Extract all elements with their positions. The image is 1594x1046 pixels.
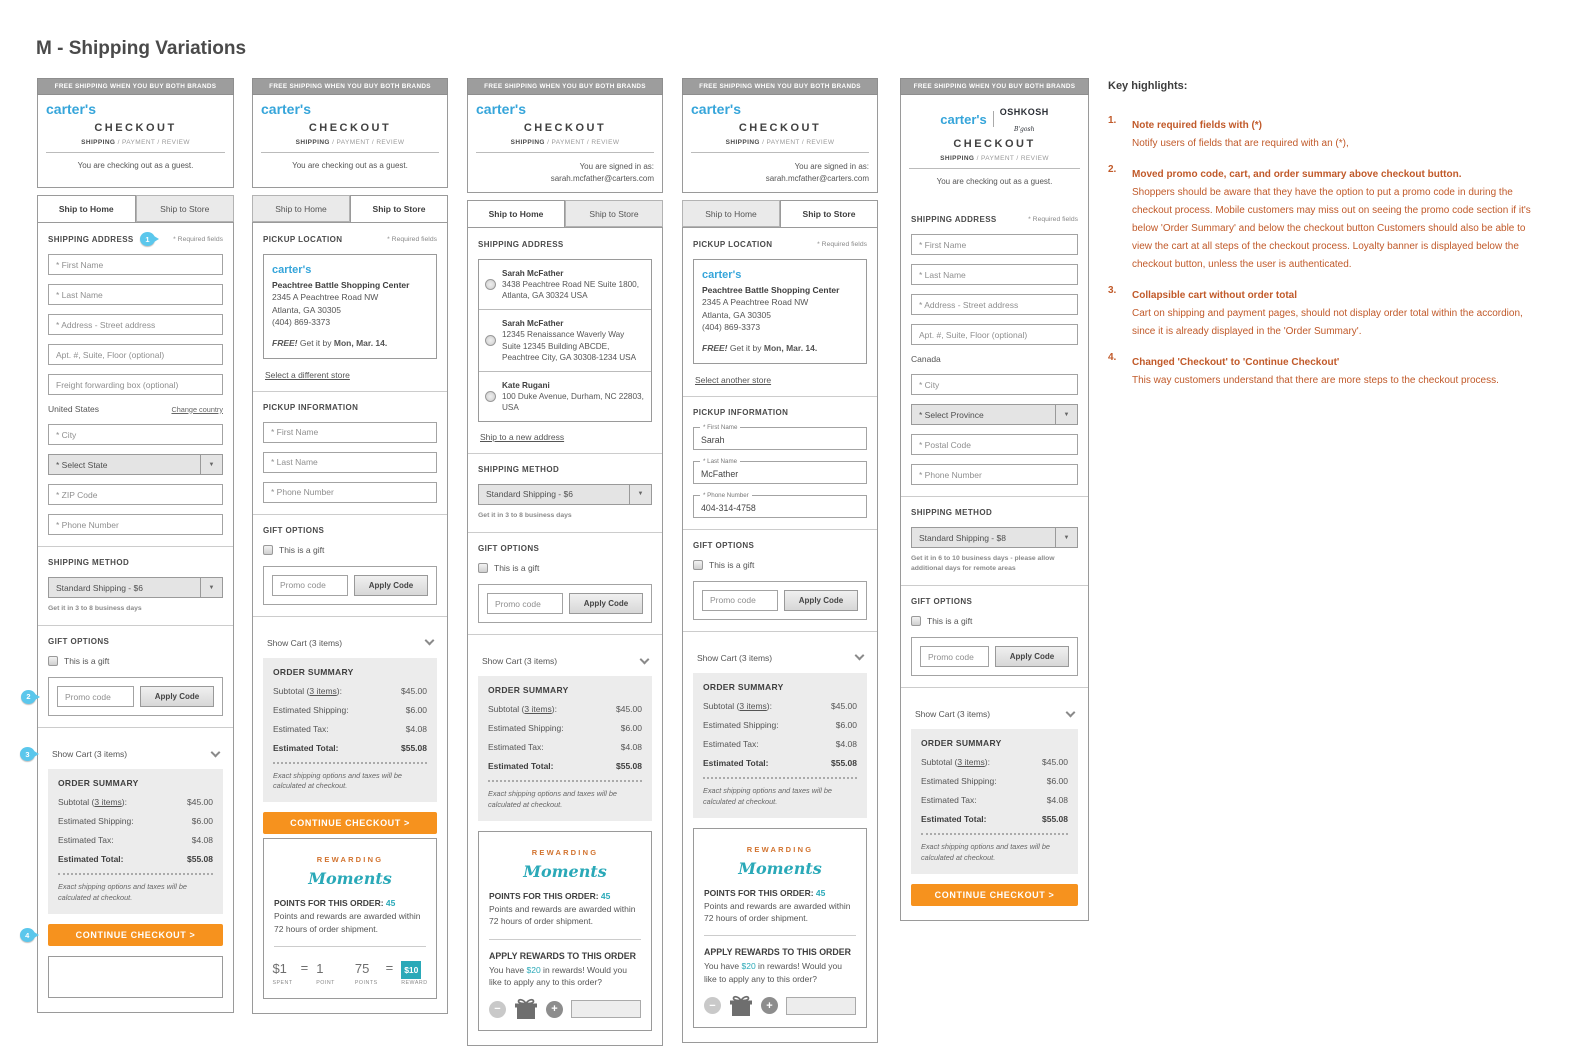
shipping-row: Estimated Shipping: $6.00 [703,719,857,730]
shipping-address-heading: SHIPPING ADDRESS [911,215,997,224]
total-row: Estimated Total: $55.08 [58,854,213,865]
shipping-method-heading: SHIPPING METHOD [48,558,130,567]
apply-code-button[interactable]: Apply Code [569,593,643,614]
last-name-input[interactable] [48,284,223,305]
tab-ship-to-home[interactable]: Ship to Home [252,195,350,222]
shipping-row: Estimated Shipping: $6.00 [921,776,1068,787]
shipping-address-heading: SHIPPING ADDRESS [478,240,564,250]
carters-logo: carter's [272,264,312,276]
shipping-tabs [252,195,448,222]
chevron-down-icon [640,654,650,664]
country-label: United States [48,404,100,414]
carters-logo: carter's [46,101,97,117]
required-fields-note: * Required fields [387,236,437,243]
order-summary-heading: ORDER SUMMARY [58,778,139,789]
divider [489,939,641,940]
rewarding-moments-logo: REWARDING Moments [308,855,392,889]
shipping-row: Estimated Shipping: $6.00 [488,723,642,733]
logo-divider [993,111,994,127]
store-free-pickup: FREE! Get it by Mon, Mar. 14. [272,338,388,349]
points-for-order: POINTS FOR THIS ORDER: 45 [274,898,396,909]
wireframe-ship-to-home-signed-in [467,78,663,1046]
divider [704,935,856,936]
first-name-input[interactable] [48,254,223,275]
required-fields-note: * Required fields [173,236,223,243]
show-cart-toggle[interactable]: 3 Show Cart (3 items) [48,739,223,769]
rewarding-moments-box [263,838,437,999]
gift-options-heading: GIFT OPTIONS [693,540,755,550]
breadcrumb: SHIPPING / PAYMENT / REVIEW [261,139,439,153]
subtotal-row: Subtotal (3 items): $45.00 [58,797,213,808]
free-shipping-banner: FREE SHIPPING WHEN YOU BUY BOTH BRANDS [900,78,1089,95]
state-select[interactable]: * Select State ▼ [48,454,223,475]
address-option[interactable]: Kate Rugani 100 Duke Avenue, Durham, NC 22803, USA [479,372,651,421]
store-free-pickup: FREE! Get it by Mon, Mar. 14. [702,343,818,354]
pickup-location-heading: PICKUP LOCATION [263,235,343,244]
first-name-input[interactable] [911,234,1078,255]
apply-code-button[interactable]: Apply Code [140,686,214,707]
tab-ship-to-store[interactable]: Ship to Store [350,195,448,222]
points-equation: $1 SPENT = 1 POINT 75 POINTS = $10 REWARD [272,960,428,986]
shipping-method-note: Get it in 6 to 10 business days - please allow additional days for remote areas [911,555,1055,573]
shipping-method-heading: SHIPPING METHOD [911,508,993,517]
plus-button[interactable]: + [546,1001,563,1018]
order-summary [478,676,652,821]
order-summary [693,673,867,818]
tax-row: Estimated Tax: $4.08 [703,738,857,749]
wireframe-ship-to-store-signed-in [682,78,878,1043]
continue-checkout-button[interactable]: 4 CONTINUE CHECKOUT > [48,924,223,946]
show-cart-toggle[interactable]: Show Cart (3 items) [263,628,437,658]
gift-checkbox[interactable] [48,656,58,666]
divider [683,631,877,632]
checkout-title: CHECKOUT [523,122,607,134]
select-another-store-link[interactable]: Select another store [695,374,772,385]
subtotal-row: Subtotal (3 items): $45.00 [273,685,427,696]
dropdown-arrow-icon: ▼ [1055,405,1077,424]
gift-checkbox[interactable] [911,616,921,626]
street-address-input[interactable] [911,294,1078,315]
annotation-pin-1: 1 [140,232,155,246]
guest-status-text: You are checking out as a guest. [936,177,1053,186]
address-option[interactable]: Sarah McFather 12345 Renaissance Waverly Way Suite 12345 Building ABCDE, Peachtree City, GA 30308-1234 USA [479,310,651,371]
checkout-title: CHECKOUT [738,122,822,134]
field-label: * First Name [700,424,740,431]
wireframe-cobrand-canada-guest [900,78,1089,921]
gift-icon [729,995,753,1017]
last-name-input[interactable] [694,462,866,483]
summary-note: Exact shipping options and taxes will be calculated at checkout. [921,842,1050,863]
apt-suite-input[interactable] [48,344,223,365]
free-shipping-banner: FREE SHIPPING WHEN YOU BUY BOTH BRANDS [467,78,663,95]
annotation-pin-2: 2 [21,690,36,704]
annotation-pin-3: 3 [20,747,35,761]
chevron-down-icon [211,747,221,757]
divider [274,946,426,947]
chevron-down-icon [1066,707,1076,717]
dropdown-arrow-icon: ▼ [629,485,651,504]
free-shipping-banner: FREE SHIPPING WHEN YOU BUY BOTH BRANDS [682,78,878,95]
phone-number-input[interactable] [263,482,437,503]
tab-ship-to-home[interactable]: Ship to Home [682,200,780,227]
dotted-divider [488,780,642,782]
signed-in-status-text: You are signed in as: sarah.mcfather@carters.com [550,162,654,183]
gift-options-heading: GIFT OPTIONS [263,525,325,535]
postal-code-input[interactable] [911,434,1078,455]
gift-checkbox[interactable] [478,563,488,573]
show-cart-toggle[interactable]: Show Cart (3 items) [911,699,1078,729]
promo-code-input[interactable] [702,590,778,611]
wireframe-ship-to-store-guest [252,78,448,1014]
apply-rewards-heading: APPLY REWARDS TO THIS ORDER [489,950,636,961]
gift-checkbox-label: This is a gift [927,616,973,627]
shipping-method-heading: SHIPPING METHOD [478,464,560,474]
checkout-title: CHECKOUT [953,138,1036,150]
checkout-header [37,95,234,188]
store-address: 2345 A Peachtree Road NW [272,292,379,303]
change-country-link[interactable]: Change country [171,404,223,414]
gift-options-heading: GIFT OPTIONS [478,544,540,553]
store-phone: (404) 869-3373 [272,316,331,327]
rewarding-moments-logo: REWARDING Moments [738,844,822,878]
order-summary-heading: ORDER SUMMARY [488,685,569,695]
required-fields-note: * Required fields [817,241,867,249]
rewarding-moments-box [693,828,867,1028]
summary-note: Exact shipping options and taxes will be calculated at checkout. [703,785,832,806]
pickup-information-heading: PICKUP INFORMATION [263,402,359,412]
shipping-row: Estimated Shipping: $6.00 [58,816,213,827]
points-for-order: POINTS FOR THIS ORDER: 45 [489,890,611,901]
shipping-method-note: Get it in 3 to 8 business days [478,511,572,519]
divider [901,496,1088,497]
checkout-title: CHECKOUT [94,122,177,134]
divider [253,514,447,515]
gift-icon [514,998,538,1020]
cart-items-link[interactable]: 3 items [94,797,122,808]
gift-checkbox-label: This is a gift [494,563,540,573]
promo-code-input[interactable] [920,646,989,667]
cart-items-link[interactable]: 3 items [524,704,552,714]
tab-ship-to-home[interactable]: Ship to Home [37,195,136,222]
guest-status-text: You are checking out as a guest. [292,161,408,170]
highlight-item: 1. Note required fields with (*) Notify users of fields that are required with an (*), [1108,115,1349,149]
apply-code-button[interactable]: Apply Code [354,575,428,596]
divider [38,546,233,547]
radio-button[interactable] [485,279,496,290]
carters-logo: carter's [691,101,742,117]
rewards-box-cut-off [48,956,223,998]
gift-options-heading: GIFT OPTIONS [911,597,973,607]
minus-button[interactable]: − [489,1001,506,1018]
gift-checkbox-label: This is a gift [279,544,325,555]
required-fields-note: * Required fields [1028,216,1078,223]
points-note: Points and rewards are awarded within 72 hours of order shipment. [274,911,421,934]
tab-ship-to-home[interactable]: Ship to Home [467,200,565,227]
rewards-amount-input[interactable] [571,1000,641,1018]
street-address-input[interactable] [48,314,223,335]
order-summary-heading: ORDER SUMMARY [273,666,354,677]
page-title: M - Shipping Variations [36,38,247,59]
ship-to-new-address-link[interactable]: Ship to a new address [480,431,565,442]
continue-checkout-button[interactable]: CONTINUE CHECKOUT > [263,812,437,834]
promo-code-input[interactable] [57,686,134,707]
subtotal-row: Subtotal (3 items): $45.00 [921,757,1068,768]
pickup-location-heading: PICKUP LOCATION [693,240,773,250]
last-name-input[interactable] [263,452,437,473]
divider [468,453,662,454]
radio-button[interactable] [485,391,496,402]
pickup-store-card [263,254,437,359]
total-row: Estimated Total: $55.08 [488,761,642,771]
divider [253,391,447,392]
points-note: Points and rewards are awarded within 72 hours of order shipment. [704,900,851,923]
gift-checkbox-label: This is a gift [64,656,110,667]
breadcrumb: SHIPPING / PAYMENT / REVIEW [691,139,869,153]
divider [38,625,233,626]
total-row: Estimated Total: $55.08 [921,814,1068,825]
field-label: * Phone Number [700,492,752,499]
shipping-tabs [467,200,663,227]
dropdown-arrow-icon: ▼ [200,578,222,597]
shipping-method-select[interactable]: Standard Shipping - $8 ▼ [911,527,1078,548]
shipping-method-select[interactable]: Standard Shipping - $6 ▼ [48,577,223,598]
apply-rewards-text: You have $20 in rewards! Would you like to apply any to this order? [489,964,627,987]
shipping-method-select[interactable]: Standard Shipping - $6 ▼ [478,484,652,505]
divider [468,634,662,635]
subtotal-row: Subtotal (3 items): $45.00 [703,700,857,711]
cart-items-link[interactable]: 3 items [309,685,337,696]
promo-code-box [693,581,867,620]
order-summary [263,658,437,803]
rewarding-moments-box [478,831,652,1031]
free-shipping-banner: FREE SHIPPING WHEN YOU BUY BOTH BRANDS [252,78,448,95]
checkout-title: CHECKOUT [308,122,392,134]
wireframe-ship-to-home-guest [25,78,234,1013]
order-summary-heading: ORDER SUMMARY [921,738,1002,749]
carters-logo: carter's [940,111,987,127]
phone-number-field [693,491,867,518]
dotted-divider [58,873,213,875]
chevron-down-icon [855,651,865,661]
shipping-address-heading: SHIPPING ADDRESS [48,235,134,244]
store-name: Peachtree Battle Shopping Center [272,279,410,290]
points-note: Points and rewards are awarded within 72 hours of order shipment. [489,903,636,927]
first-name-input[interactable] [263,422,437,443]
dropdown-arrow-icon: ▼ [200,455,222,474]
highlight-item: 3. Collapsible cart without order total Cart on shipping and payment pages, should not display order total within the accordion, since it is already displayed in the 'Order Summary'. [1108,285,1523,337]
summary-note: Exact shipping options and taxes will be calculated at checkout. [273,770,402,791]
pickup-information-heading: PICKUP INFORMATION [693,407,789,417]
dotted-divider [921,833,1068,835]
phone-number-input[interactable] [694,496,866,517]
divider [683,529,877,530]
tab-ship-to-store[interactable]: Ship to Store [780,200,878,227]
rewards-amount-input[interactable] [786,997,856,1015]
show-cart-toggle[interactable]: Show Cart (3 items) [478,646,652,676]
tax-row: Estimated Tax: $4.08 [921,795,1068,806]
saved-address-list [478,259,652,422]
reward-gift-icon: $10 [401,961,421,979]
select-different-store-link[interactable]: Select a different store [265,369,350,380]
phone-number-input[interactable] [48,514,223,535]
dotted-divider [703,777,857,779]
order-summary [911,729,1078,874]
promo-code-box [26,677,223,716]
points-for-order: POINTS FOR THIS ORDER: 45 [704,887,826,898]
rewarding-moments-logo: REWARDING Moments [523,847,607,881]
store-name: Peachtree Battle Shopping Center [702,285,840,296]
divider [683,396,877,397]
order-summary [48,769,223,914]
shipping-tabs [37,195,234,222]
apply-rewards-text: You have $20 in rewards! Would you like to apply any to this order? [704,961,842,984]
first-name-field [693,423,867,450]
apply-code-button[interactable]: Apply Code [995,646,1069,667]
breadcrumb: SHIPPING / PAYMENT / REVIEW [476,139,654,153]
radio-button[interactable] [485,335,496,346]
country-label: Canada [911,354,941,364]
summary-note: Exact shipping options and taxes will be calculated at checkout. [488,789,617,809]
show-cart-toggle[interactable]: Show Cart (3 items) [693,643,867,673]
checkout-header [900,95,1089,203]
divider [901,687,1088,688]
province-select[interactable]: * Select Province ▼ [911,404,1078,425]
subtotal-row: Subtotal (3 items): $45.00 [488,704,642,714]
tax-row: Estimated Tax: $4.08 [273,723,427,734]
last-name-input[interactable] [911,264,1078,285]
rewards-stepper [489,998,641,1020]
promo-code-input[interactable] [487,593,563,614]
checkout-header [252,95,448,188]
carters-logo: carter's [261,101,312,117]
field-label: * Last Name [700,458,740,465]
promo-code-box [263,566,437,605]
apply-rewards-heading: APPLY REWARDS TO THIS ORDER [704,947,851,958]
key-highlights-heading: Key highlights: [1108,80,1188,92]
zip-code-input[interactable] [48,484,223,505]
free-shipping-banner: FREE SHIPPING WHEN YOU BUY BOTH BRANDS [37,78,234,95]
store-address: 2345 A Peachtree Road NW [702,297,809,308]
tab-ship-to-store[interactable]: Ship to Store [136,195,235,222]
divider [253,616,447,617]
divider [468,532,662,533]
dropdown-arrow-icon: ▼ [1055,528,1077,547]
continue-checkout-button[interactable]: CONTINUE CHECKOUT > [911,884,1078,906]
shipping-row: Estimated Shipping: $6.00 [273,704,427,715]
store-city: Atlanta, GA 30305 [272,304,341,315]
annotation-pin-4: 4 [20,928,35,942]
oshkosh-logo: OSHKOSH B'gosh [999,107,1049,133]
gift-checkbox-label: This is a gift [709,559,755,570]
highlight-item: 2. Moved promo code, cart, and order summary above checkout button. Shoppers should be aware that they have the option to put a promo code in during the checkout process. Mobile customers may miss out on seeing the promo code section if it's below 'Order Summary' and below the checkout button Customers should also be able to view the cart at all steps of the checkout process. Loyalty banner is displayed below the checkout button, unless the user is authenticated. [1108,164,1531,270]
store-city: Atlanta, GA 30305 [702,309,771,320]
divider [901,585,1088,586]
promo-code-box [478,584,652,623]
apply-code-button[interactable]: Apply Code [784,590,858,611]
dotted-divider [273,762,427,764]
carters-logo: carter's [702,269,742,282]
promo-code-input[interactable] [272,575,348,596]
minus-button[interactable]: − [704,997,721,1014]
shipping-method-note: Get it in 3 to 8 business days [48,605,142,612]
city-input[interactable] [911,374,1078,395]
cart-items-link[interactable]: 3 items [739,700,767,711]
pickup-store-card [693,259,867,364]
shipping-tabs [682,200,878,227]
breadcrumb: SHIPPING / PAYMENT / REVIEW [909,155,1080,169]
summary-note: Exact shipping options and taxes will be calculated at checkout. [58,882,187,903]
tax-row: Estimated Tax: $4.08 [488,742,642,752]
carters-logo: carter's [476,101,527,117]
gift-options-heading: GIFT OPTIONS [48,637,110,647]
key-highlights-panel [1108,80,1546,401]
total-row: Estimated Total: $55.08 [273,742,427,753]
promo-code-box [911,637,1078,676]
tax-row: Estimated Tax: $4.08 [58,835,213,846]
signed-in-status-text: You are signed in as: sarah.mcfather@carters.com [765,162,869,183]
plus-button[interactable]: + [761,997,778,1014]
last-name-field [693,457,867,484]
apt-suite-input[interactable] [911,324,1078,345]
order-summary-heading: ORDER SUMMARY [703,681,784,692]
store-phone: (404) 869-3373 [702,322,761,333]
checkout-header [682,95,878,193]
checkout-header [467,95,663,193]
city-input[interactable] [48,424,223,445]
total-row: Estimated Total: $55.08 [703,757,857,768]
tab-ship-to-store[interactable]: Ship to Store [565,200,663,227]
chevron-down-icon [425,636,435,646]
cart-items-link[interactable]: 3 items [957,757,985,768]
divider [38,727,233,728]
breadcrumb: SHIPPING / PAYMENT / REVIEW [46,139,225,153]
phone-number-input[interactable] [911,464,1078,485]
gift-checkbox[interactable] [693,560,703,570]
highlight-item: 4. Changed 'Checkout' to 'Continue Checkout' This way customers understand that there are more steps to the checkout process. [1108,352,1499,386]
first-name-input[interactable] [694,428,866,449]
guest-status-text: You are checking out as a guest. [77,161,194,170]
freight-forwarding-input[interactable] [48,374,223,395]
rewards-stepper [704,995,856,1017]
gift-checkbox[interactable] [263,545,273,555]
address-option[interactable]: Sarah McFather 3438 Peachtree Road NE Suite 1800, Atlanta, GA 30324 USA [479,260,651,310]
